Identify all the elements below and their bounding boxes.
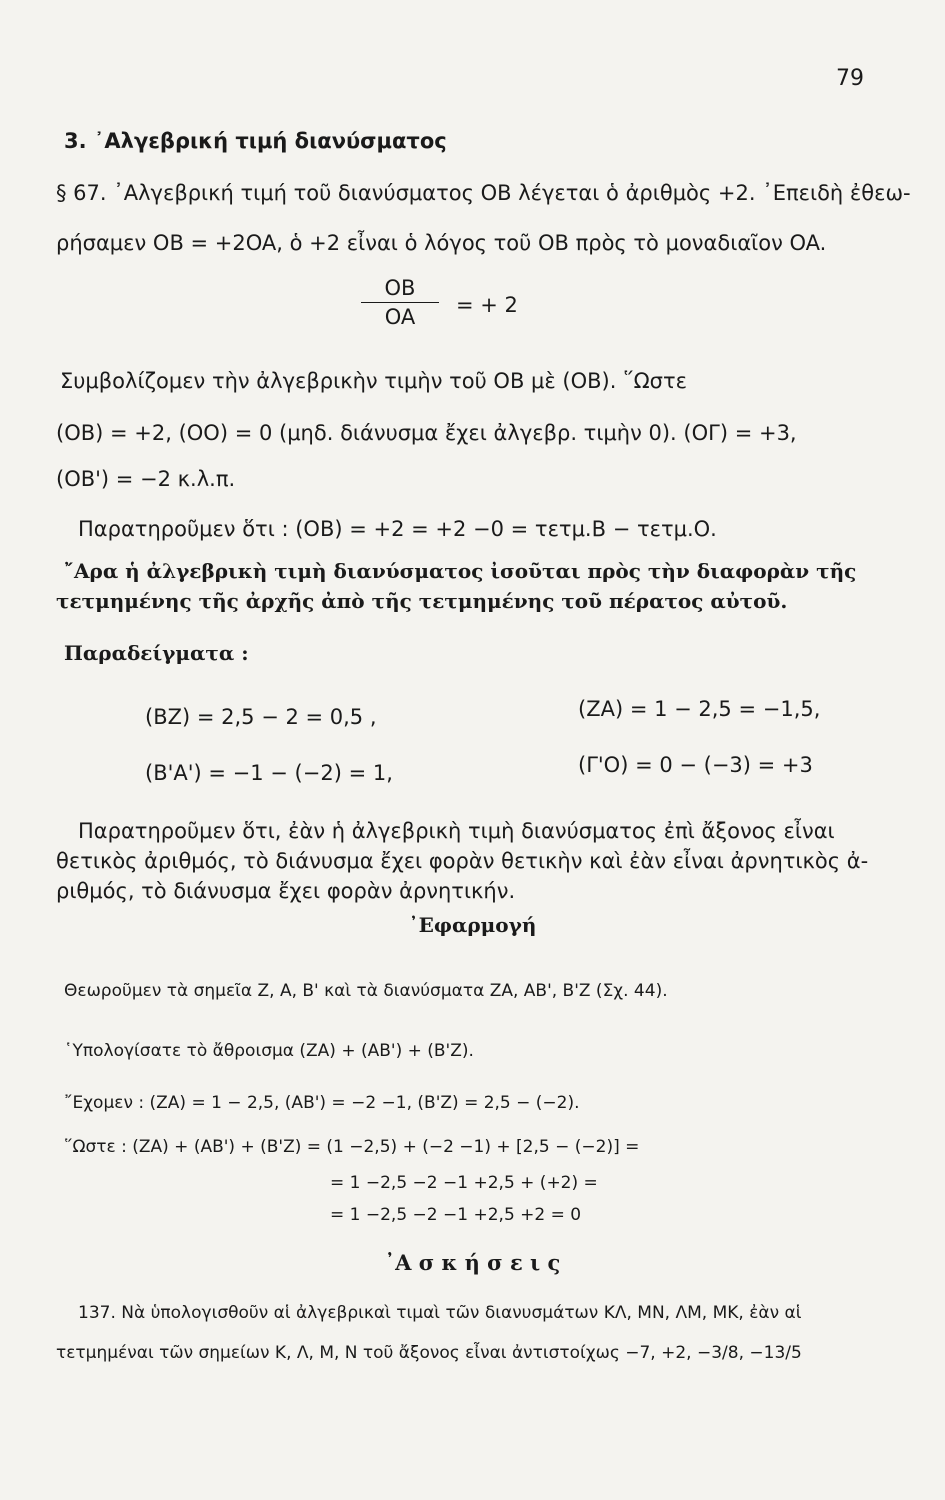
text-line: = 1 −2,5 −2 −1 +2,5 + (+2) =: [330, 1173, 598, 1193]
example: (BZ) = 2,5 − 2 = 0,5 ,: [145, 705, 377, 729]
text-line: Θεωροῦμεν τὰ σημεῖα Z, A, B' καὶ τὰ διανύσματα ZA, AB', B'Z (Σχ. 44).: [64, 981, 668, 1001]
application-heading: ᾿Εφαρμογή: [408, 913, 537, 937]
page-number: 79: [836, 66, 864, 91]
example: (B'A') = −1 − (−2) = 1,: [145, 761, 393, 785]
text-line: (OB) = +2, (OO) = 0 (μηδ. διάνυσμα ἔχει ἀλγεβρ. τιμὴν 0). (OΓ) = +3,: [56, 421, 797, 445]
fraction-ob-oa: [355, 276, 445, 329]
text-line: (OB') = −2 κ.λ.π.: [56, 467, 236, 491]
text-line: ῞Ωστε : (ZA) + (AB') + (B'Z) = (1 −2,5) + (−2 −1) + [2,5 − (−2)] =: [64, 1137, 640, 1157]
text-line: Συμβολίζομεν τὴν ἀλγεβρικὴν τιμὴν τοῦ OB μὲ (OB). ῞Ωστε: [60, 369, 687, 393]
fraction-value: = + 2: [456, 293, 518, 317]
text-line: Παρατηροῦμεν ὅτι : (OB) = +2 = +2 −0 = τετμ.Β − τετμ.Ο.: [78, 517, 717, 541]
text-line: ῎Εχομεν : (ZA) = 1 − 2,5, (AB') = −2 −1, (B'Z) = 2,5 − (−2).: [64, 1093, 580, 1113]
text-line: ρήσαμεν OB = +2OA, ὁ +2 εἶναι ὁ λόγος τοῦ OB πρὸς τὸ μοναδιαῖον OA.: [56, 231, 827, 255]
text-line: = 1 −2,5 −2 −1 +2,5 +2 = 0: [330, 1205, 582, 1225]
exercise-line: 137. Νὰ ὑπολογισθοῦν αἱ ἀλγεβρικαὶ τιμαὶ τῶν διανυσμάτων ΚΛ, ΜΝ, ΛΜ, ΜΚ, ἐὰν αἱ: [78, 1303, 802, 1323]
text-line: ῾Υπολογίσατε τὸ ἄθροισμα (ZA) + (AB') + (B'Z).: [64, 1041, 474, 1061]
fraction-denominator: OA: [384, 305, 416, 329]
text-line: Παρατηροῦμεν ὅτι, ἐὰν ἡ ἀλγεβρικὴ τιμὴ διανύσματος ἐπὶ ἄξονος εἶναι: [78, 819, 835, 843]
text-line: § 67. ᾿Αλγεβρική τιμή τοῦ διανύσματος OB λέγεται ὁ ἀριθμὸς +2. ᾿Επειδὴ ἐθεω-: [56, 181, 911, 205]
fraction-bar: [361, 302, 439, 303]
fraction-numerator: OB: [384, 276, 416, 300]
text-line: ριθμός, τὸ διάνυσμα ἔχει φορὰν ἀρνητικήν.: [56, 879, 516, 903]
rule-line: τετμημένης τῆς ἀρχῆς ἀπὸ τῆς τετμημένης τοῦ πέρατος αὐτοῦ.: [56, 589, 788, 613]
exercise-line: τετμημέναι τῶν σημείων Κ, Λ, Μ, Ν τοῦ ἄξονος εἶναι ἀντιστοίχως −7, +2, −3/8, −13/5: [56, 1343, 802, 1363]
example: (Γ'O) = 0 − (−3) = +3: [578, 753, 813, 777]
examples-heading: Παραδείγματα :: [64, 641, 249, 665]
section-title: 3. ᾿Αλγεβρική τιμή διανύσματος: [64, 129, 447, 153]
example: (ZA) = 1 − 2,5 = −1,5,: [578, 697, 821, 721]
text-line: θετικὸς ἀριθμός, τὸ διάνυσμα ἔχει φορὰν θετικὴν καὶ ἐὰν εἶναι ἀρνητικὸς ἀ-: [56, 849, 869, 873]
rule-line: ῎Αρα ἡ ἀλγεβρικὴ τιμὴ διανύσματος ἰσοῦται πρὸς τὴν διαφορὰν τῆς: [64, 559, 857, 583]
exercises-heading: ᾿Α σ κ ή σ ε ι ς: [384, 1250, 561, 1275]
